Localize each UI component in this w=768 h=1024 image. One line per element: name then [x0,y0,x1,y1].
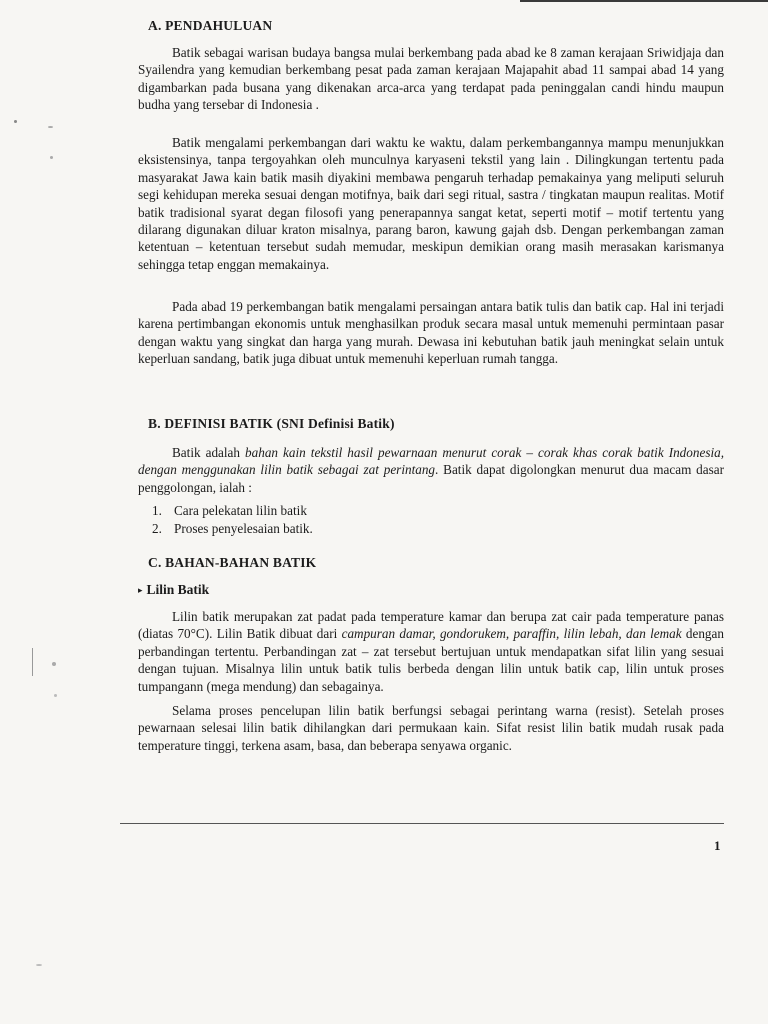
scan-speck [54,694,57,697]
scan-speck [14,120,17,123]
top-edge-rule [520,0,768,2]
lilin-tail: dengan perbandingan tertentu. Perbandingan zat – zat tersebut bertujuan untuk mendapatkan sifat lilin yang sesuai dengan tujuan. Misalnya lilin untuk batik tulis berbeda dengan lilin untuk batik cap, lilin untuk proses tumpangann (mega mendung) dan sebagainya. [138,626,724,694]
section-a-paragraph-1: Batik sebagai warisan budaya bangsa mulai berkembang pada abad ke 8 zaman kerajaan Sriwidjaja dan Syailendra yang kemudian berkembang pesat pada zaman kerajaan Majapahit abad 11 sampai abad 14 yang digambarkan pada busana yang dikenakan arca-arca yang terdapat pada peninggalan candi hindu maupun budha yang tersebar di Indonesia . [138,45,724,113]
section-c-paragraph-1 [138,608,724,695]
classification-list [152,502,712,538]
list-item [152,520,712,538]
section-a-title: A. PENDAHULUAN [148,18,273,33]
scan-speck [52,662,56,666]
scan-speck [32,648,33,676]
list-item-text: Proses penyelesaian batik. [174,521,313,536]
section-a-paragraph-2: Batik mengalami perkembangan dari waktu ke waktu, dalam perkembangannya mampu menunjukkan eksistensinya, tanpa tergoyahkan oleh munculnya karyaseni tekstil yang lain . Dilingkungan tertentu pada masyarakat Jawa kain batik masih diyakini membawa pengaruh terhadap pemakainya yang meliputi seluruh segi kehidupan mereka sesuai dengan motifnya, baik dari segi ritual, sastra / tingkatan maupun realitas. Motif batik tradisional syarat degan filosofi yang penerapannya sangat ketat, seperti motif – motif tertentu yang dilarang digunakan diluar kraton misalnya, parang baron, kawung gajah dsb. Dengan perkembangan zaman ketentuan – ketentuan tersebut sudah memudar, meskipun demikian orang masih merasakan karismanya sehingga tetap enggan memakainya. [138,135,724,272]
triangle-bullet-icon: ▸ [138,585,143,595]
definition-lead: Batik adalah [172,445,246,460]
scan-speck [50,156,53,159]
definition-tail: . Batik dapat digolongkan menurut dua macam dasar penggolongan, ialah : [138,462,724,495]
page-number: 1 [714,838,721,853]
definition-italic: bahan kain tekstil hasil pewarnaan menurut corak – corak khas corak batik Indonesia, dengan menggunakan lilin batik sebagai zat perintang [138,445,725,478]
section-b-title: B. DEFINISI BATIK (SNI Definisi Batik) [148,416,395,431]
lilin-batik-subtitle [138,582,209,598]
list-item [152,502,712,520]
section-b-paragraph [138,444,724,496]
section-a-paragraph-3: Pada abad 19 perkembangan batik mengalami persaingan antara batik tulis dan batik cap. Hal ini terjadi karena pertimbangan ekonomis untuk menghasilkan produk secara masal untuk memenuhi permintaan pasar dengan waktu yang singkat dan harga yang murah. Dewasa ini kebutuhan batik jauh meningkat selain untuk keperluan sandang, batik juga dibuat untuk memenuhi keperluan rumah tangga. [138,299,724,367]
list-item-number: 2. [152,521,162,536]
scan-speck [36,964,42,966]
section-c-paragraph-2: Selama proses pencelupan lilin batik berfungsi sebagai perintang warna (resist). Setelah proses pewarnaan selesai lilin batik dihilangkan dari permukaan kain. Sifat resist lilin batik mudah rusak pada temperature tinggi, terkena asam, basa, dan beberapa senyawa organic. [138,703,724,753]
footer-rule [120,823,724,824]
section-c-title: C. BAHAN-BAHAN BATIK [148,555,317,570]
subtitle-text: Lilin Batik [146,582,210,597]
scan-speck [48,126,53,128]
list-item-text: Cara pelekatan lilin batik [174,503,307,518]
lilin-lead: Lilin batik merupakan zat padat pada temperature kamar dan berupa zat cair pada temperature panas (diatas 70°C). Lilin Batik dibuat dari [138,609,724,642]
lilin-ingredients-italic: campuran damar, gondorukem, paraffin, lilin lebah, dan lemak [341,626,682,642]
list-item-number: 1. [152,503,162,518]
